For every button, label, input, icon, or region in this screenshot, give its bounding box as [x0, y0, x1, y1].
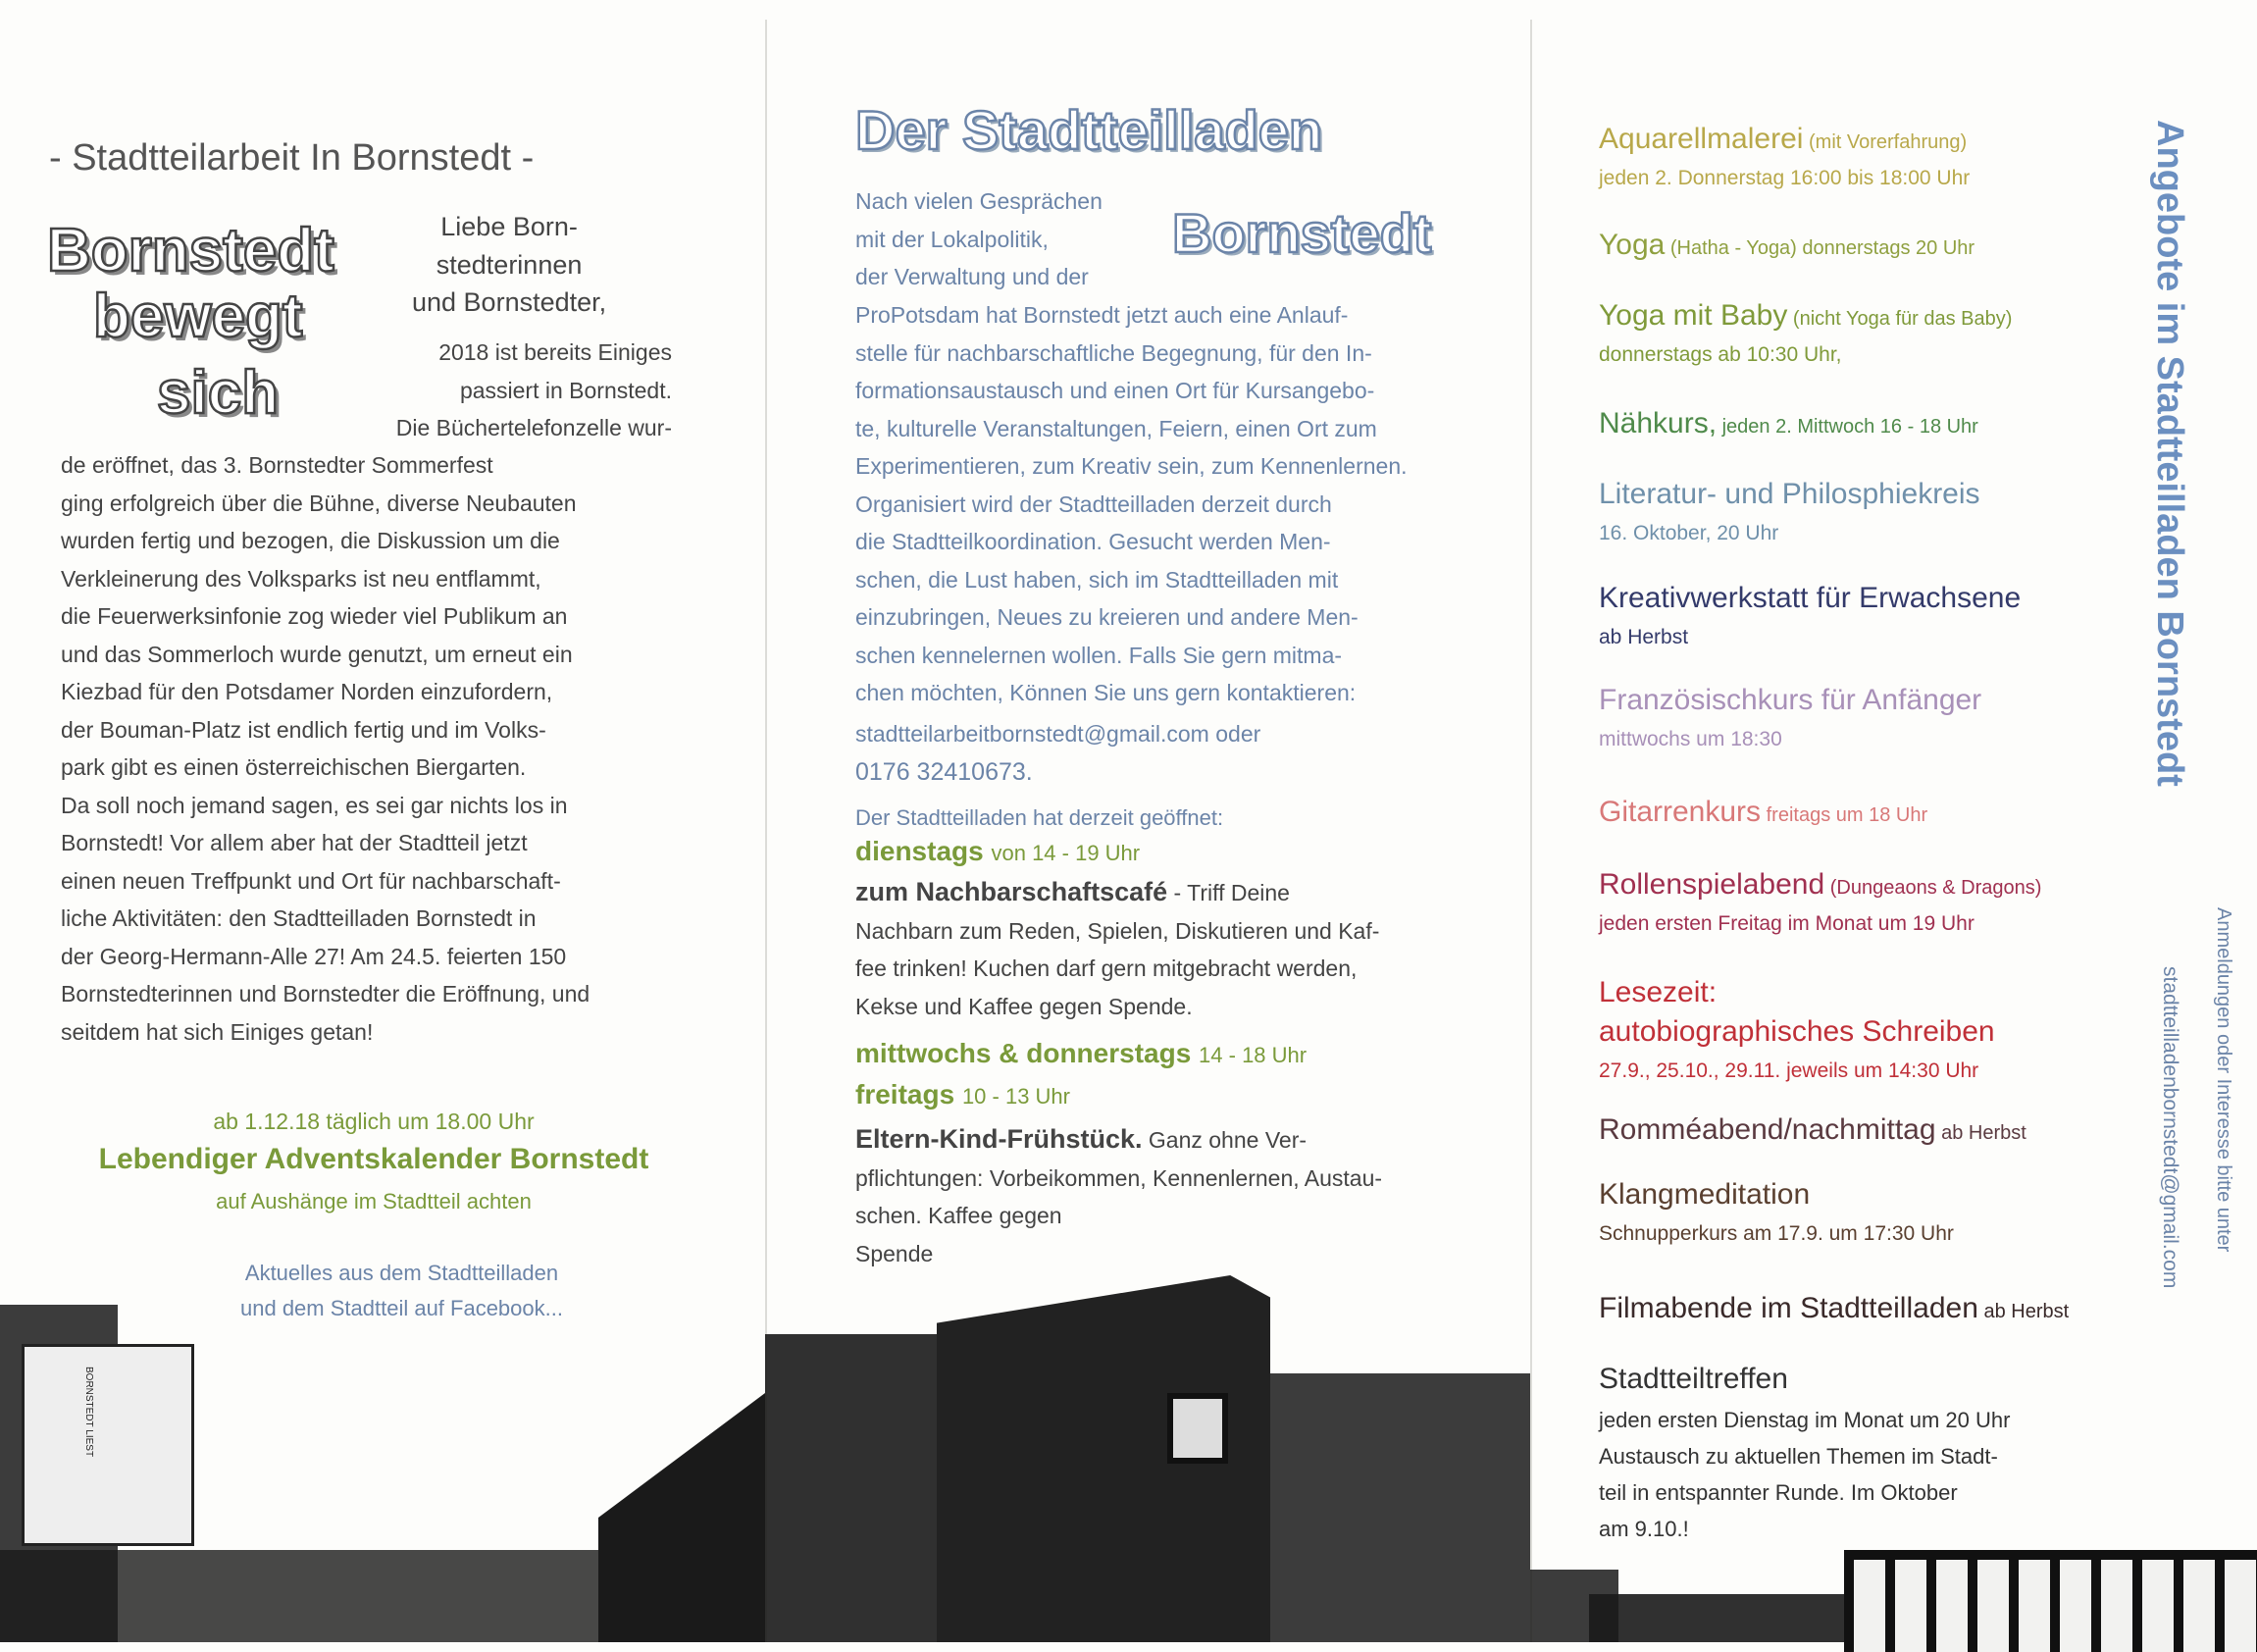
intro: 2018 ist bereits Einiges passiert in Bornstedt. Die Büchertelefonzelle wur-	[395, 339, 672, 440]
offer-item	[1599, 475, 2133, 550]
facebook-note[interactable]: Aktuelles aus dem Stadtteilladen und dem Stadtteil auf Facebook...	[240, 1261, 563, 1320]
wed-thu-time: 14 - 18 Uhr	[1199, 1043, 1308, 1067]
offer-title: Literatur- und Philosphiekreis	[1599, 478, 1980, 510]
offer-item	[1599, 120, 2133, 195]
middle-intro: Nach vielen Gesprächen mit der Lokalpolitik, der Verwaltung und der	[855, 188, 1103, 289]
offer-title: Kreativwerkstatt für Erwachsene	[1599, 582, 2022, 614]
cafe-description: - Triff Deine Nachbarn zum Reden, Spielen, Diskutieren und Kaf- fee trinken! Kuchen darf gern mitgebracht werden, Kekse und Kaffee gegen Spende.	[855, 880, 1380, 1019]
headline-2: bewegt	[93, 283, 303, 350]
offer-schedule: mittwochs um 18:30	[1599, 728, 1782, 750]
phone-booth-label: BORNSTEDT LIEST	[83, 1367, 94, 1458]
offer-title: Romméabend/nachmittag	[1599, 1113, 1936, 1146]
offer-item	[1599, 973, 2133, 1088]
offer-item	[1599, 1110, 2133, 1153]
kicker: - Stadtteilarbeit In Bornstedt -	[49, 137, 535, 179]
hours-friday	[855, 1079, 1070, 1110]
offer-title: Stadtteiltreffen	[1599, 1363, 1788, 1395]
offer-detail: (nicht Yoga für das Baby)	[1787, 308, 2013, 330]
advent-title: Lebendiger Adventskalender Bornstedt	[98, 1143, 649, 1175]
offer-title: Aquarellmalerei	[1599, 123, 1804, 155]
contact-email[interactable]: stadtteilarbeitbornstedt@gmail.com oder	[855, 721, 1261, 747]
offer-title: Yoga	[1599, 229, 1666, 261]
tuesday-label: dienstags	[855, 836, 984, 866]
offer-item	[1599, 1289, 2133, 1331]
vertical-email[interactable]: stadtteilladenbornstedt@gmail.com	[2159, 966, 2181, 1289]
offer-title: Yoga mit Baby	[1599, 299, 1788, 332]
offer-item	[1599, 865, 2133, 941]
offer-schedule: ab Herbst	[1599, 626, 1689, 648]
breakfast-title: Eltern-Kind-Frühstück.	[855, 1124, 1143, 1154]
offer-detail: ab Herbst	[1935, 1122, 2026, 1144]
advent-date: ab 1.12.18 täglich um 18.00 Uhr	[213, 1109, 535, 1134]
offer-title: Rollenspielabend	[1599, 868, 1825, 901]
offer-item	[1599, 226, 2133, 268]
middle-body: ProPotsdam hat Bornstedt jetzt auch eine Anlauf- stelle für nachbarschaftliche Begegnung, für den In- formationsaustausch und einen Ort für Kursangebo- te, kulturelle Veranstaltungen, Feiern, einen Ort zum Experimentieren, zum Kreativ sein, zum Kennenlernen. Organisiert wird der Stadtteilladen derzeit durch die Stadtteilkoordination. Gesucht werden Men- schen, die Lust haben, sich im Stadtteilladen mit einzubringen, Neues zu kreieren und andere Men- schen kennelernen wollen. Falls Sie gern mitma- chen möchten, Können Sie uns gern kontaktieren:	[855, 302, 1408, 705]
offer-title: Nähkurs,	[1599, 407, 1718, 439]
greeting: Liebe Born- stedterinnen und Bornstedter,	[412, 212, 607, 317]
hours-tuesday	[855, 836, 1140, 867]
tuesday-time: von 14 - 19 Uhr	[991, 841, 1141, 865]
vertical-note: Anmeldungen oder Interesse bitte unter	[2213, 907, 2234, 1253]
offer-schedule: 16. Oktober, 20 Uhr	[1599, 522, 1779, 544]
advent-note: auf Aushänge im Stadtteil achten	[216, 1189, 532, 1213]
breakfast-description: Ganz ohne Ver- pflichtungen: Vorbeikommen, Kennenlernen, Austau- schen. Kaffee gegen Spende	[855, 1127, 1383, 1266]
offer-detail: freitags um 18 Uhr	[1761, 804, 1928, 826]
cafe-text	[855, 873, 1503, 1025]
friday-label: freitags	[855, 1079, 955, 1110]
offer-schedule: 27.9., 25.10., 29.11. jeweils um 14:30 Uhr	[1599, 1059, 1979, 1082]
offer-item	[1599, 1360, 2133, 1547]
offer-detail: ab Herbst	[1977, 1301, 2070, 1322]
offer-title: Filmabende im Stadtteilladen	[1599, 1292, 1978, 1324]
offer-schedule: jeden ersten Dienstag im Monat um 20 Uhr Austausch zu aktuellen Themen im Stadt- teil in entspannter Runde. Im Oktober am 9.10.!	[1599, 1408, 2011, 1541]
contact-phone[interactable]: 0176 32410673.	[855, 758, 1033, 786]
offer-title: Lesezeit: autobiographisches Schreiben	[1599, 976, 1995, 1048]
offer-title: Klangmeditation	[1599, 1178, 1811, 1211]
offer-schedule: donnerstags ab 10:30 Uhr,	[1599, 343, 1842, 366]
offer-item	[1599, 681, 2133, 756]
cafe-title: zum Nachbarschaftscafé	[855, 877, 1168, 906]
hours-wed-thu	[855, 1038, 1307, 1069]
body-text: de eröffnet, das 3. Bornstedter Sommerfest ging erfolgreich über die Bühne, diverse Neubauten wurden fertig und bezogen, die Diskussion um die Verkleinerung des Volksparks ist neu entflammt, die Feuerwerksinfonie zog wieder viel Publikum an und das Sommerloch wurde genutzt, um erneut ein Kiezbad für den Potsdamer Norden einzufordern, der Bouman-Platz ist endlich fertig und im Volks- park gibt es einen österreichischen Biergarten. Da soll noch jemand sagen, es sei gar nichts los in Bornstedt! Vor allem aber hat der Stadtteil jetzt einen neuen Treffpunkt und Ort für nachbarschaft- liche Aktivitäten: den Stadtteilladen Bornstedt in der Georg-Hermann-Alle 27! Am 24.5. feierten 150 Bornstedterinnen und Bornstedter die Eröffnung, und seitdem hat sich Einiges getan!	[61, 452, 590, 1045]
headline-3: sich	[157, 359, 280, 427]
offer-detail: (mit Vorerfahrung)	[1803, 131, 1968, 153]
offer-item	[1599, 793, 2133, 835]
offer-title: Französischkurs für Anfänger	[1599, 684, 1982, 716]
offer-item	[1599, 579, 2133, 654]
breakfast-text	[855, 1120, 1503, 1272]
offer-item	[1599, 404, 2133, 446]
headline-1: Bornstedt	[47, 217, 334, 284]
friday-time: 10 - 13 Uhr	[961, 1084, 1070, 1109]
offer-schedule: Schnupperkurs am 17.9. um 17:30 Uhr	[1599, 1222, 1954, 1245]
offer-detail: (Hatha - Yoga) donnerstags 20 Uhr	[1665, 237, 1975, 259]
offer-detail: jeden 2. Mittwoch 16 - 18 Uhr	[1717, 416, 1978, 438]
offer-schedule: jeden ersten Freitag im Monat um 19 Uhr	[1599, 912, 1975, 935]
wed-thu-label: mittwochs & donnerstags	[855, 1038, 1192, 1068]
offer-item	[1599, 296, 2133, 372]
vertical-title: Angebote im Stadtteilladen Bornstedt	[2149, 120, 2190, 787]
offer-title: Gitarrenkurs	[1599, 796, 1762, 828]
offer-schedule: jeden 2. Donnerstag 16:00 bis 18:00 Uhr	[1599, 167, 1971, 189]
middle-title-1: Der Stadtteilladen	[855, 99, 1323, 161]
phone-booth	[22, 1344, 194, 1546]
fold-line-2	[1530, 20, 1532, 1642]
middle-title-2: Bornstedt	[1172, 202, 1432, 264]
hours-intro: Der Stadtteilladen hat derzeit geöffnet:	[855, 805, 1224, 830]
offer-item	[1599, 1175, 2133, 1251]
offer-detail: (Dungeaons & Dragons)	[1824, 877, 2042, 899]
